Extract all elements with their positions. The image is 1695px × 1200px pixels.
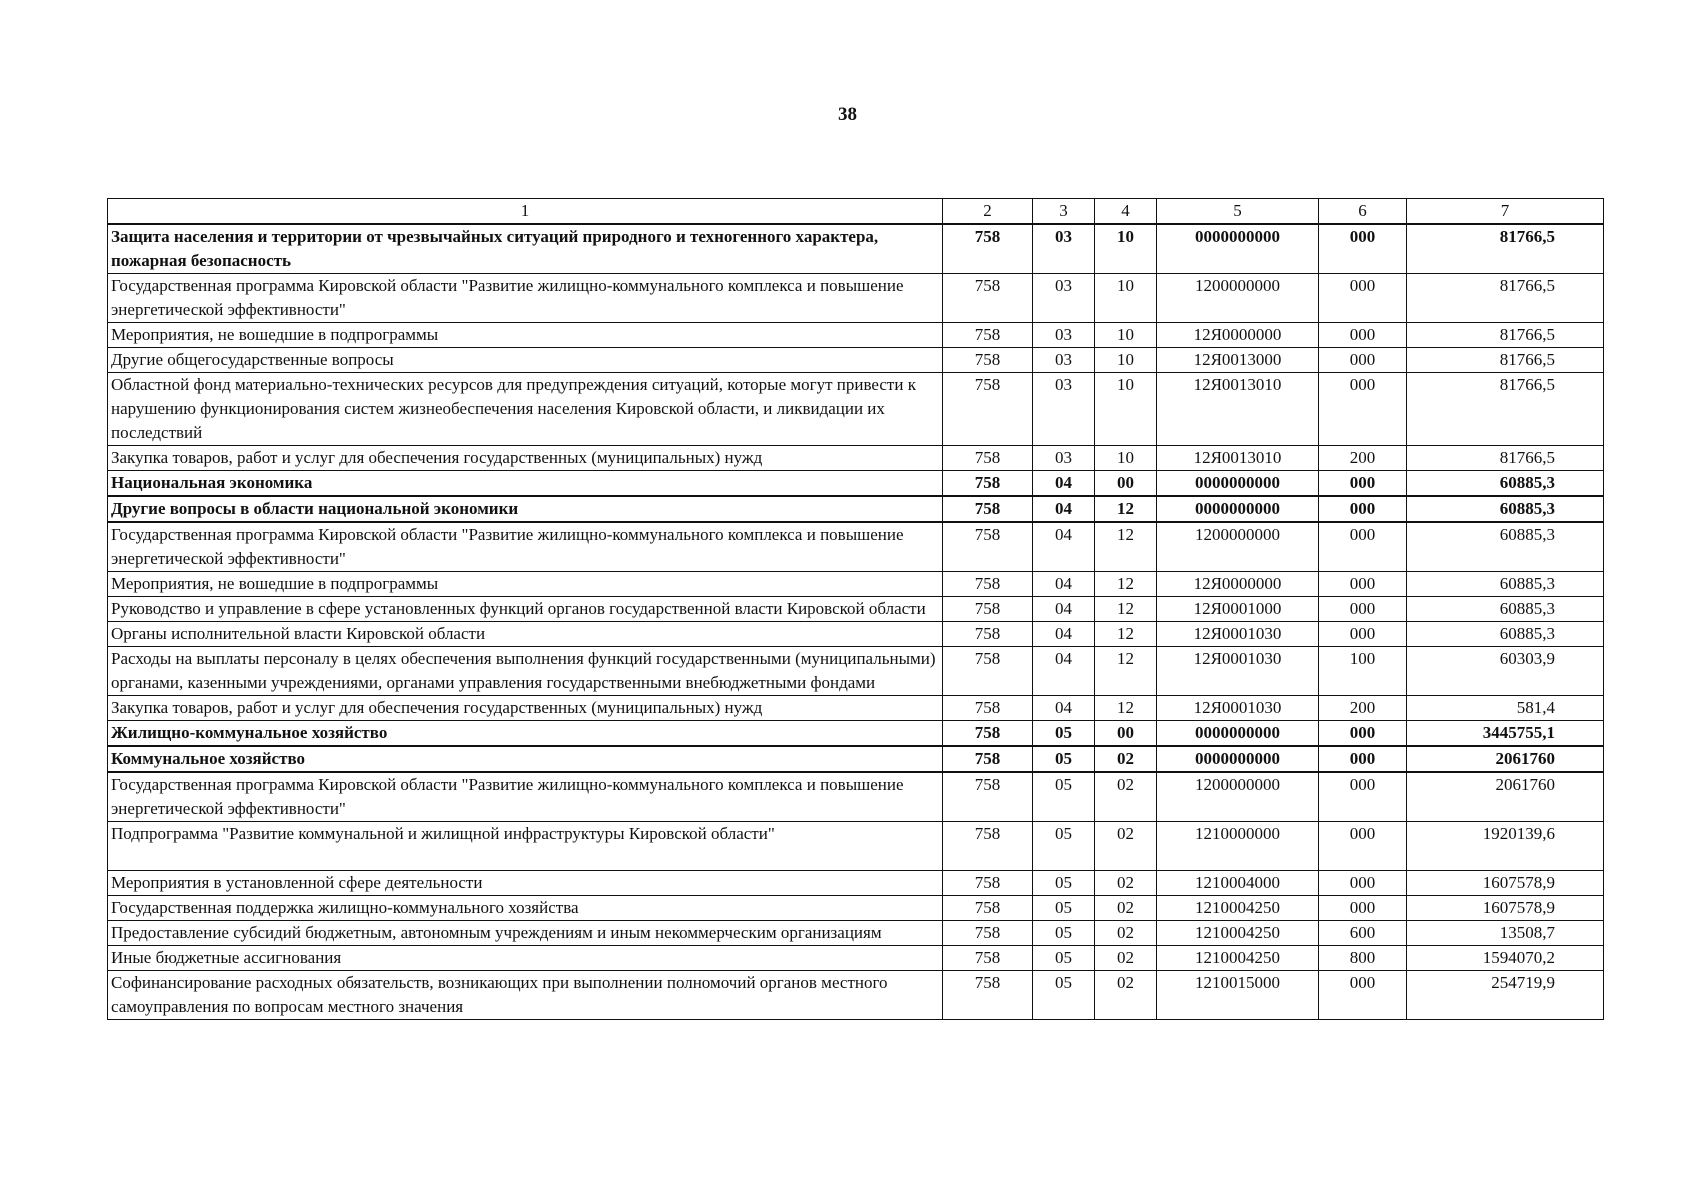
cell-col-4: 02 xyxy=(1095,896,1157,921)
cell-col-6: 000 xyxy=(1319,274,1407,323)
cell-col-6: 000 xyxy=(1319,224,1407,274)
table-row xyxy=(108,971,1604,1020)
cell-col-5: 1210004250 xyxy=(1157,896,1319,921)
cell-col-5: 1200000000 xyxy=(1157,772,1319,822)
cell-col-7: 81766,5 xyxy=(1407,224,1604,274)
cell-col-4: 10 xyxy=(1095,348,1157,373)
cell-col-7: 81766,5 xyxy=(1407,348,1604,373)
cell-col-3: 04 xyxy=(1033,647,1095,696)
row-name-cell: Предоставление субсидий бюджетным, автономным учреждениям и иным некоммерческим организациям xyxy=(108,921,943,946)
cell-col-5: 1210000000 xyxy=(1157,822,1319,871)
table-row xyxy=(108,471,1604,497)
page-number: 38 xyxy=(838,104,857,125)
row-name-cell: Государственная программа Кировской области "Развитие жилищно-коммунального комплекса и повышение энергетической эффективности" xyxy=(108,522,943,572)
cell-col-5: 0000000000 xyxy=(1157,471,1319,497)
row-name-cell: Мероприятия, не вошедшие в подпрограммы xyxy=(108,572,943,597)
cell-col-2: 758 xyxy=(943,373,1033,446)
cell-col-5: 12Я0013010 xyxy=(1157,446,1319,471)
cell-col-5: 12Я0000000 xyxy=(1157,572,1319,597)
cell-col-6: 000 xyxy=(1319,471,1407,497)
cell-col-3: 05 xyxy=(1033,871,1095,896)
cell-col-3: 04 xyxy=(1033,522,1095,572)
row-name-cell: Жилищно-коммунальное хозяйство xyxy=(108,721,943,747)
cell-col-5: 0000000000 xyxy=(1157,224,1319,274)
cell-col-5: 12Я0001030 xyxy=(1157,622,1319,647)
cell-col-2: 758 xyxy=(943,871,1033,896)
cell-col-7: 581,4 xyxy=(1407,696,1604,721)
cell-col-4: 02 xyxy=(1095,921,1157,946)
cell-col-4: 12 xyxy=(1095,572,1157,597)
row-name-cell: Закупка товаров, работ и услуг для обеспечения государственных (муниципальных) нужд xyxy=(108,696,943,721)
table-row xyxy=(108,597,1604,622)
cell-col-5: 1210004250 xyxy=(1157,946,1319,971)
cell-col-5: 12Я0001030 xyxy=(1157,647,1319,696)
cell-col-3: 03 xyxy=(1033,274,1095,323)
cell-col-7: 1607578,9 xyxy=(1407,896,1604,921)
cell-col-7: 60303,9 xyxy=(1407,647,1604,696)
table-row xyxy=(108,373,1604,446)
cell-col-4: 10 xyxy=(1095,446,1157,471)
cell-col-4: 12 xyxy=(1095,696,1157,721)
cell-col-3: 03 xyxy=(1033,323,1095,348)
column-header: 6 xyxy=(1319,199,1407,225)
cell-col-7: 1594070,2 xyxy=(1407,946,1604,971)
table-row xyxy=(108,871,1604,896)
row-name-cell: Руководство и управление в сфере установленных функций органов государственной власти Кировской области xyxy=(108,597,943,622)
cell-col-4: 12 xyxy=(1095,622,1157,647)
cell-col-5: 0000000000 xyxy=(1157,721,1319,747)
table-row xyxy=(108,622,1604,647)
cell-col-2: 758 xyxy=(943,696,1033,721)
column-header: 5 xyxy=(1157,199,1319,225)
table-header-row xyxy=(108,199,1604,225)
cell-col-3: 05 xyxy=(1033,971,1095,1020)
cell-col-6: 200 xyxy=(1319,696,1407,721)
table-row xyxy=(108,746,1604,772)
cell-col-7: 1607578,9 xyxy=(1407,871,1604,896)
table-row xyxy=(108,772,1604,822)
cell-col-5: 12Я0013000 xyxy=(1157,348,1319,373)
table-row xyxy=(108,323,1604,348)
cell-col-4: 12 xyxy=(1095,496,1157,522)
cell-col-7: 1920139,6 xyxy=(1407,822,1604,871)
cell-col-3: 05 xyxy=(1033,746,1095,772)
cell-col-2: 758 xyxy=(943,496,1033,522)
row-name-cell: Областной фонд материально-технических ресурсов для предупреждения ситуаций, которые могут привести к нарушению функционирования систем жизнеобеспечения населения Кировской области, и ликвидации их последствий xyxy=(108,373,943,446)
cell-col-3: 03 xyxy=(1033,373,1095,446)
cell-col-4: 12 xyxy=(1095,522,1157,572)
row-name-cell: Закупка товаров, работ и услуг для обеспечения государственных (муниципальных) нужд xyxy=(108,446,943,471)
cell-col-3: 05 xyxy=(1033,822,1095,871)
row-name-cell: Подпрограмма "Развитие коммунальной и жилищной инфраструктуры Кировской области" xyxy=(108,822,943,871)
cell-col-3: 04 xyxy=(1033,622,1095,647)
cell-col-3: 03 xyxy=(1033,348,1095,373)
cell-col-5: 0000000000 xyxy=(1157,496,1319,522)
cell-col-5: 1210015000 xyxy=(1157,971,1319,1020)
cell-col-2: 758 xyxy=(943,348,1033,373)
cell-col-5: 12Я0000000 xyxy=(1157,323,1319,348)
table-row xyxy=(108,696,1604,721)
cell-col-6: 000 xyxy=(1319,323,1407,348)
cell-col-2: 758 xyxy=(943,896,1033,921)
cell-col-3: 05 xyxy=(1033,772,1095,822)
column-header: 1 xyxy=(108,199,943,225)
cell-col-6: 000 xyxy=(1319,496,1407,522)
cell-col-5: 1200000000 xyxy=(1157,274,1319,323)
cell-col-6: 000 xyxy=(1319,622,1407,647)
row-name-cell: Другие вопросы в области национальной экономики xyxy=(108,496,943,522)
cell-col-2: 758 xyxy=(943,622,1033,647)
cell-col-3: 05 xyxy=(1033,721,1095,747)
cell-col-6: 000 xyxy=(1319,373,1407,446)
cell-col-2: 758 xyxy=(943,572,1033,597)
row-name-cell: Органы исполнительной власти Кировской области xyxy=(108,622,943,647)
cell-col-2: 758 xyxy=(943,274,1033,323)
cell-col-4: 10 xyxy=(1095,274,1157,323)
cell-col-7: 60885,3 xyxy=(1407,597,1604,622)
table-row xyxy=(108,946,1604,971)
cell-col-3: 03 xyxy=(1033,446,1095,471)
cell-col-6: 800 xyxy=(1319,946,1407,971)
column-header: 7 xyxy=(1407,199,1604,225)
cell-col-2: 758 xyxy=(943,946,1033,971)
cell-col-4: 02 xyxy=(1095,871,1157,896)
cell-col-7: 13508,7 xyxy=(1407,921,1604,946)
cell-col-2: 758 xyxy=(943,597,1033,622)
cell-col-6: 600 xyxy=(1319,921,1407,946)
cell-col-6: 000 xyxy=(1319,522,1407,572)
budget-table xyxy=(107,198,1604,1020)
cell-col-4: 10 xyxy=(1095,373,1157,446)
row-name-cell: Государственная программа Кировской области "Развитие жилищно-коммунального комплекса и повышение энергетической эффективности" xyxy=(108,274,943,323)
cell-col-5: 12Я0001030 xyxy=(1157,696,1319,721)
cell-col-2: 758 xyxy=(943,522,1033,572)
cell-col-2: 758 xyxy=(943,746,1033,772)
table-row xyxy=(108,721,1604,747)
table-row xyxy=(108,572,1604,597)
table-row xyxy=(108,496,1604,522)
cell-col-7: 60885,3 xyxy=(1407,622,1604,647)
cell-col-4: 12 xyxy=(1095,597,1157,622)
cell-col-4: 10 xyxy=(1095,323,1157,348)
table-row xyxy=(108,896,1604,921)
cell-col-5: 12Я0001000 xyxy=(1157,597,1319,622)
cell-col-2: 758 xyxy=(943,471,1033,497)
row-name-cell: Расходы на выплаты персоналу в целях обеспечения выполнения функций государственными (муниципальными) органами, казенными учреждениями, органами управления государственными внебюджетными фондами xyxy=(108,647,943,696)
table-row xyxy=(108,274,1604,323)
table-row xyxy=(108,647,1604,696)
cell-col-6: 000 xyxy=(1319,822,1407,871)
cell-col-7: 60885,3 xyxy=(1407,496,1604,522)
cell-col-4: 02 xyxy=(1095,946,1157,971)
cell-col-4: 02 xyxy=(1095,971,1157,1020)
cell-col-7: 81766,5 xyxy=(1407,373,1604,446)
cell-col-5: 0000000000 xyxy=(1157,746,1319,772)
cell-col-5: 1210004250 xyxy=(1157,921,1319,946)
row-name-cell: Иные бюджетные ассигнования xyxy=(108,946,943,971)
cell-col-6: 000 xyxy=(1319,896,1407,921)
cell-col-7: 60885,3 xyxy=(1407,522,1604,572)
cell-col-6: 100 xyxy=(1319,647,1407,696)
cell-col-5: 1200000000 xyxy=(1157,522,1319,572)
cell-col-4: 10 xyxy=(1095,224,1157,274)
cell-col-3: 04 xyxy=(1033,696,1095,721)
cell-col-2: 758 xyxy=(943,323,1033,348)
cell-col-6: 000 xyxy=(1319,721,1407,747)
cell-col-3: 05 xyxy=(1033,921,1095,946)
cell-col-5: 1210004000 xyxy=(1157,871,1319,896)
cell-col-7: 81766,5 xyxy=(1407,446,1604,471)
cell-col-2: 758 xyxy=(943,224,1033,274)
cell-col-3: 05 xyxy=(1033,946,1095,971)
table-row xyxy=(108,822,1604,871)
cell-col-6: 200 xyxy=(1319,446,1407,471)
row-name-cell: Мероприятия, не вошедшие в подпрограммы xyxy=(108,323,943,348)
table-row xyxy=(108,224,1604,274)
cell-col-2: 758 xyxy=(943,647,1033,696)
cell-col-3: 04 xyxy=(1033,496,1095,522)
row-name-cell: Другие общегосударственные вопросы xyxy=(108,348,943,373)
cell-col-6: 000 xyxy=(1319,971,1407,1020)
cell-col-3: 04 xyxy=(1033,471,1095,497)
cell-col-7: 81766,5 xyxy=(1407,323,1604,348)
cell-col-7: 2061760 xyxy=(1407,772,1604,822)
row-name-cell: Мероприятия в установленной сфере деятельности xyxy=(108,871,943,896)
cell-col-7: 60885,3 xyxy=(1407,572,1604,597)
cell-col-4: 02 xyxy=(1095,746,1157,772)
table-body xyxy=(108,224,1604,1020)
cell-col-3: 04 xyxy=(1033,572,1095,597)
row-name-cell: Государственная поддержка жилищно-коммунального хозяйства xyxy=(108,896,943,921)
cell-col-7: 81766,5 xyxy=(1407,274,1604,323)
cell-col-4: 00 xyxy=(1095,471,1157,497)
cell-col-2: 758 xyxy=(943,446,1033,471)
cell-col-2: 758 xyxy=(943,772,1033,822)
cell-col-4: 02 xyxy=(1095,822,1157,871)
cell-col-7: 254719,9 xyxy=(1407,971,1604,1020)
cell-col-3: 04 xyxy=(1033,597,1095,622)
cell-col-4: 12 xyxy=(1095,647,1157,696)
cell-col-2: 758 xyxy=(943,721,1033,747)
cell-col-4: 02 xyxy=(1095,772,1157,822)
cell-col-7: 60885,3 xyxy=(1407,471,1604,497)
column-header: 3 xyxy=(1033,199,1095,225)
cell-col-7: 2061760 xyxy=(1407,746,1604,772)
cell-col-6: 000 xyxy=(1319,871,1407,896)
column-header: 2 xyxy=(943,199,1033,225)
table-row xyxy=(108,446,1604,471)
cell-col-6: 000 xyxy=(1319,772,1407,822)
cell-col-6: 000 xyxy=(1319,746,1407,772)
cell-col-5: 12Я0013010 xyxy=(1157,373,1319,446)
cell-col-6: 000 xyxy=(1319,348,1407,373)
cell-col-2: 758 xyxy=(943,921,1033,946)
cell-col-3: 05 xyxy=(1033,896,1095,921)
cell-col-6: 000 xyxy=(1319,597,1407,622)
table-row xyxy=(108,921,1604,946)
cell-col-4: 00 xyxy=(1095,721,1157,747)
table-row xyxy=(108,522,1604,572)
cell-col-2: 758 xyxy=(943,822,1033,871)
column-header: 4 xyxy=(1095,199,1157,225)
row-name-cell: Защита населения и территории от чрезвычайных ситуаций природного и техногенного характера, пожарная безопасность xyxy=(108,224,943,274)
cell-col-7: 3445755,1 xyxy=(1407,721,1604,747)
cell-col-6: 000 xyxy=(1319,572,1407,597)
cell-col-3: 03 xyxy=(1033,224,1095,274)
row-name-cell: Коммунальное хозяйство xyxy=(108,746,943,772)
row-name-cell: Софинансирование расходных обязательств, возникающих при выполнении полномочий органов местного самоуправления по вопросам местного значения xyxy=(108,971,943,1020)
row-name-cell: Национальная экономика xyxy=(108,471,943,497)
row-name-cell: Государственная программа Кировской области "Развитие жилищно-коммунального комплекса и повышение энергетической эффективности" xyxy=(108,772,943,822)
cell-col-2: 758 xyxy=(943,971,1033,1020)
table-row xyxy=(108,348,1604,373)
